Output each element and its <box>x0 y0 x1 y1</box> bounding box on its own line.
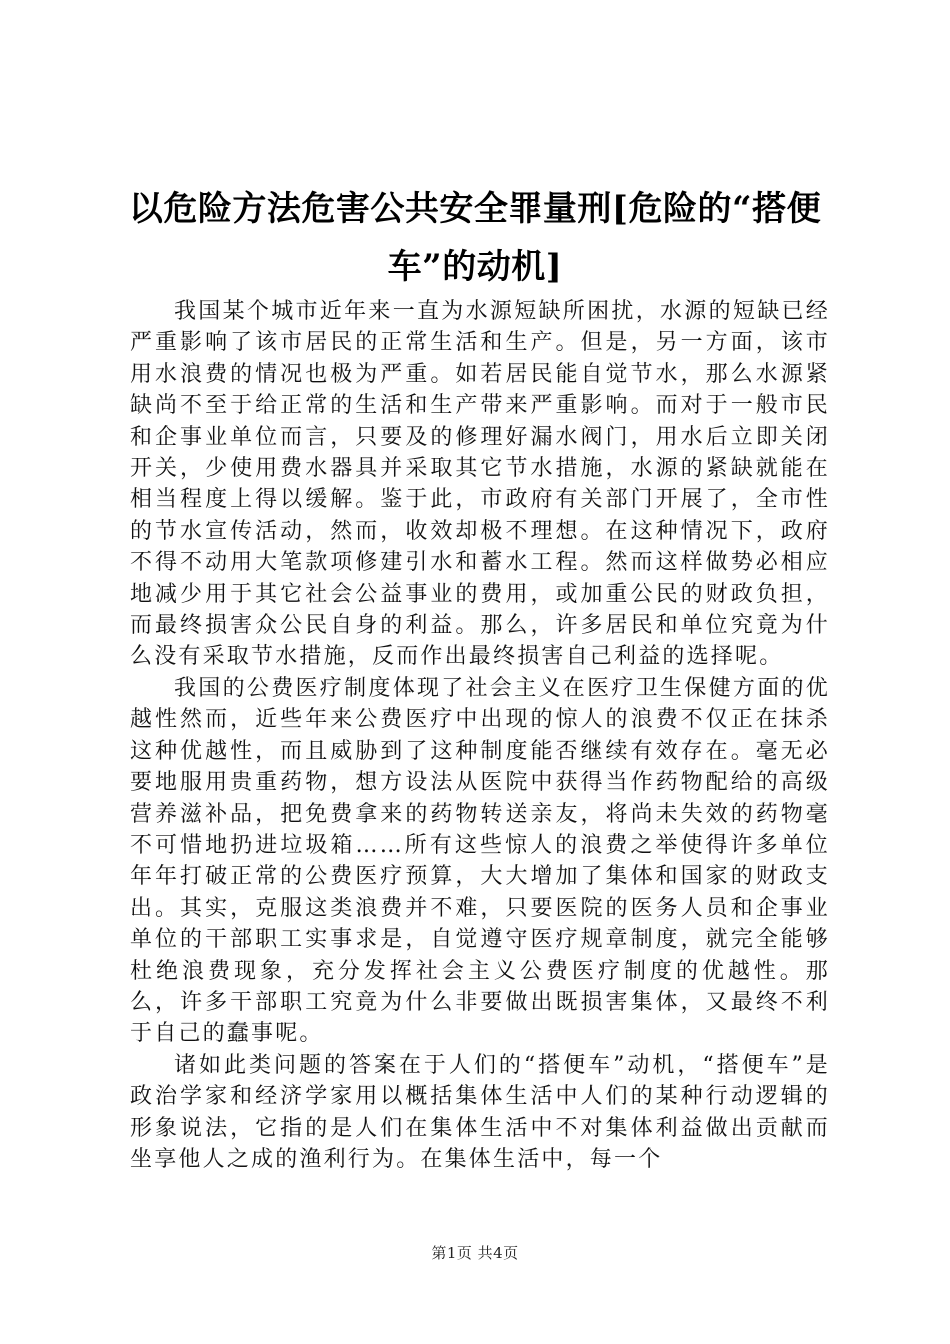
page-number-footer: 第1页 共4页 <box>431 1244 519 1262</box>
paragraph-1: 我国某个城市近年来一直为水源短缺所困扰，水源的短缺已经严重影响了该市居民的正常生活和生产。但是，另一方面，该市用水浪费的情况也极为严重。如若居民能自觉节水，那么水源紧缺尚不至于给正常的生活和生产带来严重影响。而对于一般市民和企事业单位而言，只要及的修理好漏水阀门，用水后立即关闭开关，少使用费水器具并采取其它节水措施，水源的紧缺就能在相当程度上得以缓解。鉴于此，市政府有关部门开展了，全市性的节水宣传活动，然而，收效却极不理想。在这种情况下，政府不得不动用大笔款项修建引水和蓄水工程。然而这样做势必相应地减少用于其它社会公益事业的费用，或加重公民的财政负担，而最终损害众公民自身的利益。那么，许多居民和单位究竟为什么没有采取节水措施，反而作出最终损害自己利益的选择呢。 <box>130 299 830 670</box>
paragraph-3: 诸如此类问题的答案在于人们的“搭便车”动机，“搭便车”是政治学家和经济学家用以概括集体生活中人们的某种行动逻辑的形象说法，它指的是人们在集体生活中不对集体利益做出贡献而坐享他人之成的渔利行为。在集体生活中，每一个 <box>130 1052 830 1172</box>
document-title: 以危险方法危害公共安全罪量刑[危险的“搭便车”的动机] <box>128 189 822 287</box>
document-body <box>130 296 830 1175</box>
paragraph-2: 我国的公费医疗制度体现了社会主义在医疗卫生保健方面的优越性然而，近些年来公费医疗中出现的惊人的浪费不仅正在抹杀这种优越性，而且威胁到了这种制度能否继续有效存在。毫无必要地服用贵重药物，想方设法从医院中获得当作药物配给的高级营养滋补品，把免费拿来的药物转送亲友，将尚未失效的药物毫不可惜地扔进垃圾箱……所有这些惊人的浪费之举使得许多单位年年打破正常的公费医疗预算，大大增加了集体和国家的财政支出。其实，克服这类浪费并不难，只要医院的医务人员和企事业单位的干部职工实事求是，自觉遵守医疗规章制度，就完全能够杜绝浪费现象，充分发挥社会主义公费医疗制度的优越性。那么，许多干部职工究竟为什么非要做出既损害集体，又最终不利于自己的蠢事呢。 <box>130 675 830 1047</box>
